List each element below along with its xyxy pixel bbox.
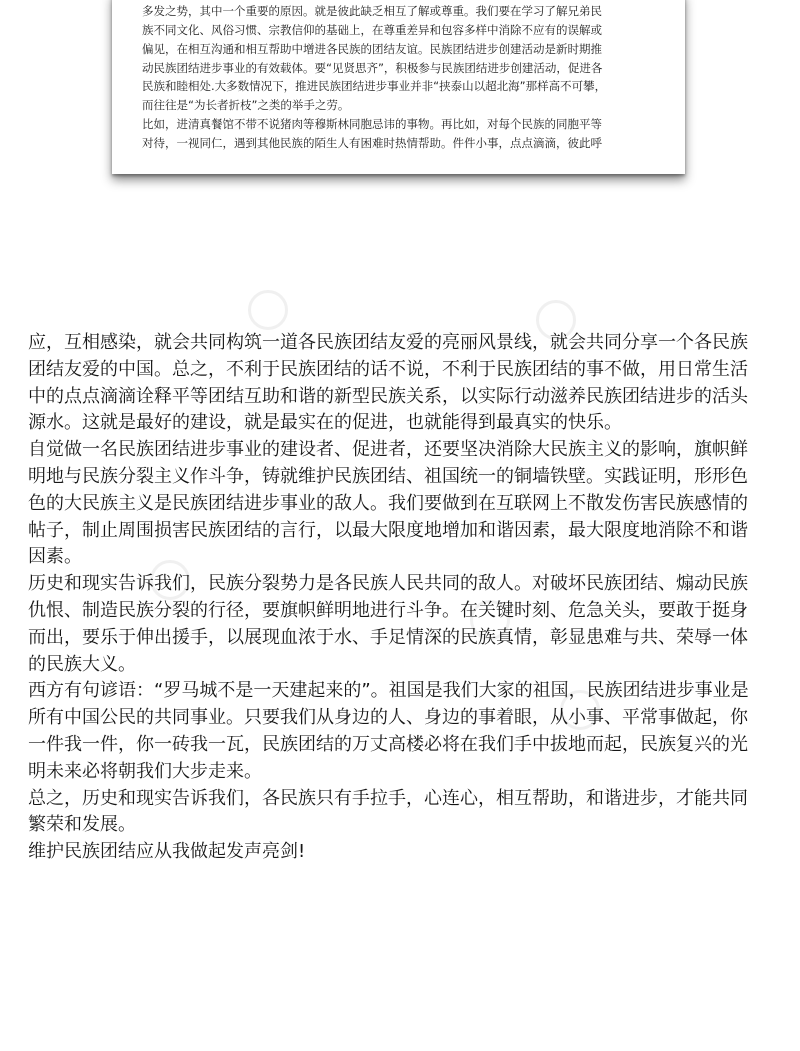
article-line: 帖子，制止周围损害民族团结的言行，以最大限度地增加和谐因素，最大限度地消除不和谐 bbox=[28, 519, 748, 541]
article-line: 仇恨、制造民族分裂的行径，要旗帜鲜明地进行斗争。在关键时刻、危急关头，要敢于挺身 bbox=[28, 599, 748, 621]
preview-line: 偏见，在相互沟通和相互帮助中增进各民族的团结友谊。民族团结进步创建活动是新时期推 bbox=[142, 41, 602, 56]
article-line: 源水。这就是最好的建设，就是最实在的促进，也就能得到最真实的快乐。 bbox=[28, 412, 622, 434]
article-line: 中的点点滴滴诠释平等团结互助和谐的新型民族关系，以实际行动滋养民族团结进步的活头 bbox=[28, 385, 748, 407]
preview-line: 而往往是“为长者折枝”之类的举手之劳。 bbox=[142, 98, 350, 113]
preview-line: 多发之势，其中一个重要的原因。就是彼此缺乏相互了解或尊重。我们要在学习了解兄弟民 bbox=[142, 3, 602, 18]
article-line: 明未来必将朝我们大步走来。 bbox=[28, 760, 262, 782]
article-line: 自觉做一名民族团结进步事业的建设者、促进者，还要坚决消除大民族主义的影响，旗帜鲜 bbox=[28, 439, 748, 461]
document-preview-text bbox=[142, 0, 662, 153]
preview-line: 对待，一视同仁，遇到其他民族的陌生人有困难时热情帮助。件件小事，点点滴滴，彼此呼 bbox=[142, 136, 602, 151]
article-line: 因素。 bbox=[28, 546, 82, 568]
article-line: 西方有句谚语：“罗马城不是一天建起来的”。祖国是我们大家的祖国，民族团结进步事业是 bbox=[28, 680, 749, 702]
article-line: 维护民族团结应从我做起发声亮剑! bbox=[28, 841, 306, 863]
article-line: 历史和现实告诉我们，民族分裂势力是各民族人民共同的敌人。对破坏民族团结、煽动民族 bbox=[28, 573, 748, 595]
preview-line: 动民族团结进步事业的有效载体。要“见贤思齐”，积极参与民族团结进步创建活动，促进各 bbox=[142, 60, 603, 75]
preview-line: 比如，进清真餐馆不带不说猪肉等穆斯林同胞忌讳的事物。再比如，对每个民族的同胞平等 bbox=[142, 117, 602, 132]
article-line: 所有中国公民的共同事业。只要我们从身边的人、身边的事着眼，从小事、平常事做起，你 bbox=[28, 707, 748, 729]
article-line: 团结友爱的中国。总之，不利于民族团结的话不说，不利于民族团结的事不做，用日常生活 bbox=[28, 358, 748, 380]
article-line: 色的大民族主义是民族团结进步事业的敌人。我们要做到在互联网上不散发伤害民族感情的 bbox=[28, 492, 748, 514]
article-line: 明地与民族分裂主义作斗争，铸就维护民族团结、祖国统一的铜墙铁壁。实践证明，形形色 bbox=[28, 465, 748, 487]
article-body bbox=[28, 330, 780, 866]
document-preview-card bbox=[112, 0, 685, 174]
article-line: 而出，要乐于伸出援手，以展现血浓于水、手足情深的民族真情，彰显患难与共、荣辱一体 bbox=[28, 626, 748, 648]
article-line: 总之，历史和现实告诉我们，各民族只有手拉手，心连心，相互帮助，和谐进步，才能共同 bbox=[28, 787, 748, 809]
preview-line: 族不同文化、风俗习惯、宗教信仰的基础上，在尊重差异和包容多样中消除不应有的误解或 bbox=[142, 22, 602, 37]
article-line: 繁荣和发展。 bbox=[28, 814, 136, 836]
article-line: 一件我一件，你一砖我一瓦，民族团结的万丈高楼必将在我们手中拔地而起，民族复兴的光 bbox=[28, 733, 748, 755]
article-line: 的民族大义。 bbox=[28, 653, 136, 675]
article-line: 应，互相感染，就会共同构筑一道各民族团结友爱的亮丽风景线，就会共同分享一个各民族 bbox=[28, 332, 748, 353]
preview-line: 民族和睦相处.大多数情况下，推进民族团结进步事业并非“挟泰山以超北海”那样高不可攀， bbox=[142, 79, 607, 94]
watermark-logo-icon bbox=[248, 290, 288, 330]
